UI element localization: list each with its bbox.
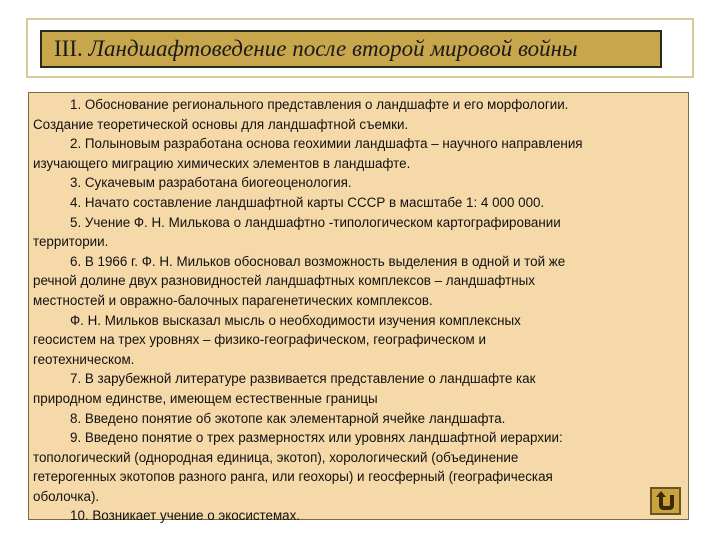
paragraph-line: 5. Учение Ф. Н. Милькова о ландшафтно -типологическом картографировании (70, 214, 561, 230)
paragraph-line: 3. Сукачевым разработана биогеоценология. (70, 175, 352, 191)
paragraph (33, 506, 684, 526)
paragraph (33, 193, 684, 213)
paragraph-line: 7. В зарубежной литературе развивается представление о ландшафте как (70, 371, 536, 387)
paragraph-line: 1. Обоснование регионального представления о ландшафте и его морфологии. (70, 97, 569, 112)
frame-top-line (26, 18, 694, 20)
slide-title-box (40, 30, 662, 68)
paragraph (33, 369, 684, 408)
paragraph-line: территории. (33, 234, 109, 250)
paragraph (33, 409, 684, 429)
paragraph-line: речной долине двух разновидностей ландшафтных комплексов – ландшафтных (33, 273, 535, 289)
slide-title-number: III. (54, 36, 83, 61)
paragraph-line: местностей и овражно-балочных парагенетических комплексов. (33, 292, 433, 308)
paragraph (33, 95, 684, 134)
return-arrow-icon (655, 491, 677, 511)
paragraph-line: геосистем на трех уровнях – физико-географическом, географическом и (33, 332, 486, 348)
paragraph-line: Ф. Н. Мильков высказал мысль о необходимости изучения комплексных (70, 312, 521, 328)
content-box (28, 92, 689, 524)
paragraph-line: 6. В 1966 г. Ф. Н. Мильков обосновал возможность выделения в одной и той же (70, 253, 566, 269)
paragraph (33, 311, 684, 370)
frame-left-line (26, 18, 28, 76)
paragraph-line: изучающего миграцию химических элементов в ландшафте. (33, 155, 411, 171)
slide-title (54, 36, 578, 62)
paragraph-line: Создание теоретической основы для ландшафтной съемки. (33, 116, 409, 132)
paragraph-list (33, 95, 684, 526)
paragraph-line: 9. Введено понятие о трех размерностях или уровнях ландшафтной иерархии: (70, 430, 563, 446)
paragraph (33, 213, 684, 252)
paragraph-line: 10. Возникает учение о экосистемах. (70, 508, 301, 524)
frame-mid-line (26, 76, 694, 78)
paragraph (33, 428, 684, 506)
paragraph-line: природном единстве, имеющем естественные границы (33, 390, 378, 406)
paragraph-line: 8. Введено понятие об экотопе как элементарной ячейке ландшафта. (70, 410, 506, 426)
paragraph-line: гетерогенных экотопов разного ранга, или геохоры) и геосферный (географическая (33, 469, 553, 485)
paragraph-line: топологический (однородная единица, экотоп), хорологический (объединение (33, 449, 519, 465)
paragraph-line: 2. Полыновым разработана основа геохимии ландшафта – научного направления (70, 136, 583, 152)
paragraph-line: 4. Начато составление ландшафтной карты СССР в масштабе 1: 4 000 000. (70, 194, 545, 210)
slide-title-text: Ландшафтоведение после второй мировой войны (88, 36, 578, 61)
frame-right-line (692, 18, 694, 76)
paragraph-line: геотехническом. (33, 351, 135, 367)
paragraph (33, 134, 684, 173)
return-button[interactable] (650, 487, 681, 515)
paragraph (33, 252, 684, 311)
paragraph-line: оболочка). (33, 488, 100, 504)
paragraph (33, 173, 684, 193)
